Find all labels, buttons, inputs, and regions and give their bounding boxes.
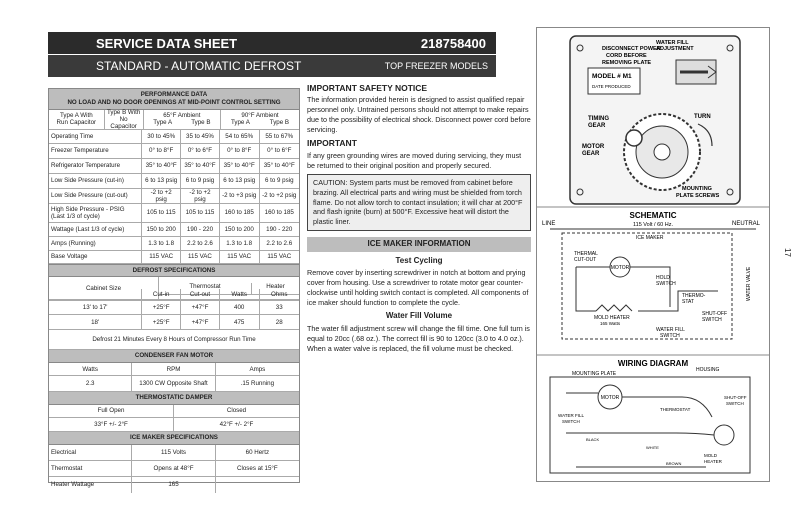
perf-cell: 190 - 220 [266,225,293,233]
defrost-blank [49,289,142,299]
timing-gear-label: GEAR [588,123,606,129]
type-a-cap: Run Capacitor [56,119,97,126]
defrost-size: 13' to 17' [49,300,142,314]
perf-cell: 115 VAC [220,251,260,263]
safety-text: The information provided herein is designed to assist qualified repair personnel only. Untrained persons should not attempt to make repairs due to the possibility of electrical shock. Disconnect power cord before servicing. [307,95,531,134]
thermo-label: THERMO- [682,293,706,299]
model-number: 218758400 [420,35,486,51]
cut-out-head: Cut-out [181,289,220,299]
amb65-type-a: Type A [153,119,173,126]
perf-row-label: Freezer Temperature [49,144,142,158]
perf-cell: 1.3 to 1.8 [142,237,181,250]
perf-cell: 105 to 115 [181,204,220,222]
defrost-cell: 475 [220,315,260,329]
perf-row [49,223,299,237]
defrost-cell: 33 [275,303,283,311]
ice-maker-info-bar: ICE MAKER INFORMATION [307,237,531,252]
neutral-label: NEUTRAL [732,221,761,227]
perf-cell: 0° to 8°F [142,144,181,158]
perf-row [49,204,299,223]
safety-heading: IMPORTANT SAFETY NOTICE [307,83,428,93]
damper-closed: 42°F +/- 2°F [219,420,254,428]
perf-row [49,251,299,264]
defrost-cell: +47°F [181,315,220,329]
perf-cell: 190 - 220 [181,223,220,236]
perf-cell: 54 to 65% [220,130,260,143]
ice-spec-label: Electrical [49,445,132,460]
water-fill-heading: Water Fill Volume [385,311,453,321]
disconnect-label-1: DISCONNECT POWER [602,46,661,52]
ice-rows [49,445,299,493]
shutoff-label: SHUT-OFF [702,311,727,317]
thermal-label: THERMAL [574,251,598,257]
subtitle-bar [48,55,496,77]
ice-spec-row [49,445,299,461]
motor-gear-icon [626,130,642,146]
ice-spec-label: Thermostat [49,461,132,476]
ice-spec-val: 165 [132,477,215,493]
date-label: DATE PRODUCED [592,84,631,89]
defrost-sub-row [49,289,299,300]
perf-cell: 160 to 185 [264,209,294,216]
motor-label: MOTOR [610,265,630,271]
amb90-label: 90°F Ambient [241,112,279,119]
perf-cell: -2 to +2 psig [181,189,220,203]
important-heading: IMPORTANT [307,138,357,149]
timing-label: TIMING [588,116,609,122]
title-bar [48,32,496,54]
model-label: MODEL # M1 [592,73,632,80]
shutoff-switch-label: SWITCH [702,317,722,323]
icemaker-front-diagram [536,30,770,210]
watts-head: Watts [220,289,260,299]
perf-row-label: Base Voltage [49,251,142,263]
perf-cell: 6 to 9 psig [181,174,220,188]
wiring-harness [566,393,714,467]
ice-spec-label: Heater Wattage [49,477,132,493]
defrost-cell: 400 [220,300,260,314]
disconnect-label-3: REMOVING PLATE [602,60,652,66]
thermostat-head: Thermostat [159,283,252,294]
fan-head: CONDENSER FAN MOTOR [49,350,299,363]
ice-maker-boundary [562,233,732,339]
perf-cell: 6 to 9 psig [264,177,294,184]
motor-label: MOTOR [582,144,605,150]
perf-row-label: High Side Pressure - PSIG (Last 1/3 of cycle) [49,204,142,222]
water-fill-label: WATER FILL [656,40,689,46]
perf-head-line1: PERFORMANCE DATA [140,91,208,98]
perf-row [49,174,299,189]
cutout-label: CUT-OUT [574,257,597,263]
fan-rpm-head: RPM [132,363,215,375]
ice-maker-label: ICE MAKER [636,235,664,241]
perf-cell: 115 VAC [142,251,181,263]
amb65-type-b: Type B [191,119,211,126]
perf-cell: 0° to 6°F [181,144,220,158]
perf-cell: 2.2 to 2.6 [181,237,220,250]
perf-row-label: Low Side Pressure (cut-in) [49,174,142,188]
perf-cell: 160 to 185 [220,204,260,222]
ice-spec-row [49,461,299,477]
mounting-plate-label: MOUNTING PLATE [572,371,617,377]
amb65-head [144,110,221,129]
type-a-with: Type A With [59,112,93,119]
motor-gear-label: GEAR [582,151,600,157]
sheet-subtitle: STANDARD - AUTOMATIC DEFROST [96,59,302,73]
cabinet-size-head: Cabinet Size [49,277,159,300]
wire-brown-label: BROWN [666,461,682,466]
damper-open-head: Full Open [49,405,174,417]
perf-cell: 6 to 13 psig [220,174,260,188]
perf-row-label: Operating Time [49,130,142,143]
fan-vals [49,376,299,392]
housing-label: HOUSING [696,367,720,373]
ice-spec-row [49,477,299,493]
perf-cell: 30 to 45% [142,130,181,143]
defrost-cell: +25°F [142,315,181,329]
perf-head-line2: NO LOAD AND NO DOOR OPENINGS AT MID-POINT CONTROL SETTING [67,98,281,106]
line-label: LINE [542,221,556,227]
wiring-heater-label: HEATER [704,459,722,464]
perf-cell: -2 to +2 psig [142,189,181,203]
fan-watts-head: Watts [49,363,132,375]
defrost-cell: +47°F [181,300,220,314]
amb65-label: 65°F Ambient [163,112,201,119]
ice-spec-val: Closes at 15°F [237,464,278,472]
defrost-cell: 28 [275,318,283,326]
adjustment-label: ADJUSTMENT [656,46,694,52]
perf-row [49,130,299,144]
hold-switch-label: SWITCH [656,281,676,287]
mounting-label: MOUNTING [682,186,712,192]
damper-vals [49,418,299,432]
schematic-diagram [536,205,770,353]
wiring-motor-label: MOTOR [600,395,620,401]
water-valve-label: WATER VALVE [746,266,752,301]
wiring-diagram [536,353,770,481]
perf-row [49,189,299,204]
perf-cell: 35° to 40°F [263,162,295,169]
stat-label: STAT [682,299,695,305]
notices-column [307,83,531,357]
perf-cell: 6 to 13 psig [142,174,181,188]
perf-cell: 150 to 200 [220,223,260,236]
defrost-cell: +25°F [142,300,181,314]
type-b-with: Type B With [106,108,141,116]
defrost-row [49,315,299,330]
type-b-head [105,110,144,129]
ice-spec-val: 60 Hertz [245,448,270,456]
perf-row [49,237,299,251]
perf-cell: 55 to 67% [265,132,294,140]
ice-spec-val: 115 Volts [132,445,215,460]
perf-cell: 0° to 6°F [267,147,292,154]
schematic-title: SCHEMATIC [629,211,677,220]
perf-cell: 35° to 40°F [181,159,220,173]
perf-col-header [49,110,299,130]
wire-white-label: WHITE [646,445,659,450]
damper-cols [49,405,299,418]
schematic-voltage: 115 Volt / 60 Hz. [633,222,673,228]
cut-in-head: Cut-in [142,289,181,299]
perf-cell: 1.3 to 1.8 [220,237,260,250]
perf-cell: -2 to +2 psig [262,192,297,199]
defrost-rows [49,300,299,330]
fan-rpm: 1300 CW Opposite Shaft [132,376,215,391]
wiring-water-fill-label: WATER FILL [558,413,585,418]
damper-open: 33°F +/- 2°F [49,418,174,431]
perf-row-label: Amps (Running) [49,237,142,250]
amb90-type-b: Type B [269,119,290,126]
mold-heater-icon [596,305,632,311]
hold-label: HOLD [656,275,670,281]
test-cycling-heading: Test Cycling [395,255,443,265]
sheet-title: SERVICE DATA SHEET [96,35,238,51]
performance-head [49,89,299,110]
test-cycling-text: Remove cover by inserting screwdriver in notch at bottom and prying cover from housing. Use a screwdriver to rotate motor gear counter-clockwise until holding switch contact is completed. All components of ice maker should function to complete the cycle. [307,268,529,307]
plate-screws-label: PLATE SCREWS [676,193,720,199]
mold-watts-label: 165 Watts [600,321,621,326]
perf-cell: 0° to 8°F [220,144,260,158]
perf-cell: 150 to 200 [142,223,181,236]
wiring-shutoff-label: SHUT-OFF [724,395,747,400]
fan-amps-head: Amps [249,365,266,373]
water-fill-text: The water fill adjustment screw will change the fill time. One full turn is equal to 20cc (.68 oz.). The correct fill is 90 to 120cc (3.0 to 4.0 oz.). When a water valve is replaced, the fill volume must be checked. [307,324,530,353]
perf-cell: 35° to 40°F [142,159,181,173]
type-a-head [49,110,105,129]
perf-cell: 105 to 115 [142,204,181,222]
disconnect-label-2: CORD BEFORE [606,53,647,59]
amb90-head [221,110,299,129]
water-switch-label: SWITCH [660,333,680,339]
defrost-row [49,300,299,315]
type-b-cap: No Capacitor [110,115,137,130]
amb90-type-a: Type A [230,119,250,126]
ice-spec-val [216,477,299,493]
wiring-title: WIRING DIAGRAM [617,359,689,368]
page-number: 17 [782,248,792,257]
heater-head: Heater [266,282,285,290]
mold-heater-label: MOLD HEATER [594,315,630,321]
ice-spec-val: Opens at 48°F [132,461,215,476]
wiring-heater-terminal-icon [714,425,734,445]
important-text: If any green grounding wires are moved during servicing, they must be returned to their original position and properly secured. [307,150,522,170]
wiring-thermostat-label: THERMOSTAT [660,407,691,412]
wiring-mold-label: MOLD [704,453,718,458]
fan-watts: 2.3 [49,376,132,391]
perf-cell: 35° to 40°F [220,159,260,173]
caution-box: CAUTION: System parts must be removed from cabinet before brazing. All electrical parts and wiring must be shielded from torch flame. Do not allow torch to contact insulation; it will char at 200°F and flash ignite (burn) at 500°F. Excessive heat will distort the plastic liner. [307,174,531,231]
ohms-head: Ohms [270,290,288,298]
spec-table [48,88,300,488]
water-fill-label: WATER FILL [656,327,685,333]
perf-cell: 115 VAC [181,251,220,263]
perf-cell: -2 to +3 psig [220,189,260,203]
wiring-shutoff-switch-label: SWITCH [726,401,744,406]
model-label-box [588,68,640,94]
perf-row-label: Low Side Pressure (cut-out) [49,189,142,203]
schematic-wires [576,267,718,311]
damper-head: THERMOSTATIC DAMPER [49,392,299,405]
model-type: TOP FREEZER MODELS [384,61,488,71]
wiring-water-switch-label: SWITCH [562,419,580,424]
fan-amps: .15 Running [240,380,275,387]
turn-label: TURN [694,114,711,120]
wire-black-label: BLACK [586,437,600,442]
perf-row-label: Wattage (Last 1/3 of cycle) [49,223,142,236]
fan-cols [49,363,299,376]
perf-cell: 115 VAC [267,253,292,260]
perf-row [49,159,299,174]
perf-cell: 35 to 45% [181,130,220,143]
damper-closed-head: Closed [226,407,247,415]
perf-row-label: Refrigerator Temperature [49,159,142,173]
perf-row [49,144,299,159]
defrost-size: 18' [49,315,142,329]
icemaker-spec-head: ICE MAKER SPECIFICATIONS [49,432,299,445]
defrost-note: Defrost 21 Minutes Every 8 Hours of Compressor Run Time [49,330,299,350]
perf-rows [49,130,299,264]
perf-cell: 2.2 to 2.6 [266,239,293,247]
defrost-head: DEFROST SPECIFICATIONS [49,264,299,278]
gear-center [654,144,670,160]
